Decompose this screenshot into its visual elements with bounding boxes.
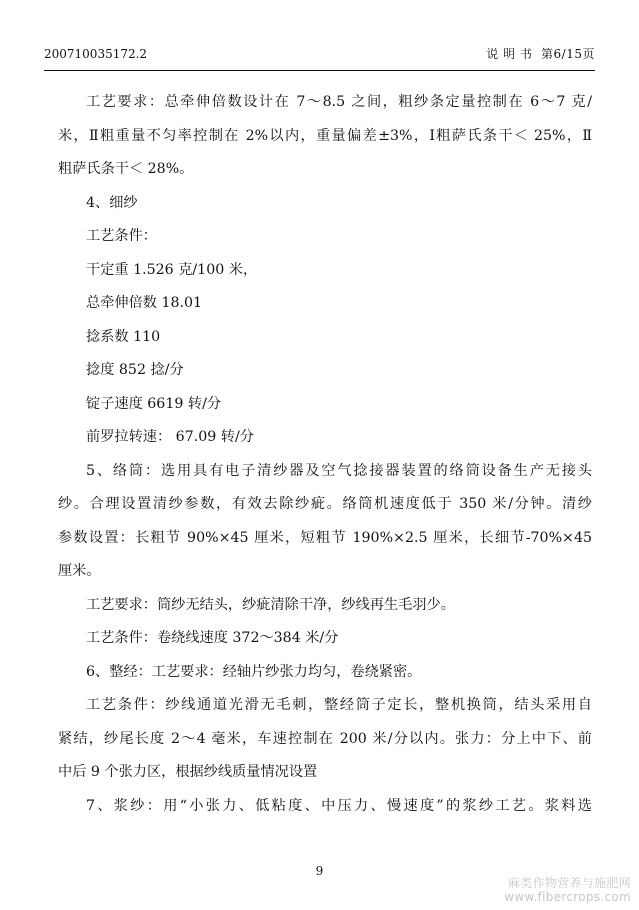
- page-indicator: 第6/15页: [541, 47, 595, 61]
- page-header: [44, 44, 595, 64]
- watermark-site-name: 麻类作物营养与施肥网: [507, 876, 631, 890]
- text-line: 紧结，纱尾长度 2～4 毫米，车速控制在 200 米/分以内。张力：分上中下、前: [58, 730, 592, 747]
- text-line: 工艺条件：: [86, 228, 157, 244]
- text-line: 纱。合理设置清纱参数，有效去除纱疵。络筒机速度低于 350 米/分钟。清纱: [58, 496, 592, 512]
- text-line: 中后 9 个张力区，根据纱线质量情况设置: [58, 764, 318, 780]
- text-line: 捻度 852 捻/分: [86, 362, 184, 378]
- text-line: 厘米。: [58, 563, 101, 579]
- text-line: 粗萨氏条干＜ 28%。: [58, 161, 194, 177]
- text-line: 工艺条件：纱线通道光滑无毛刺，整经筒子定长，整机换筒，结头采用自: [86, 697, 592, 713]
- section-heading: 4、细纱: [86, 194, 138, 211]
- text-line: 总牵伸倍数 18.01: [86, 295, 203, 311]
- text-line: 捻系数 110: [86, 328, 161, 345]
- section-heading: 6、整经：工艺要求：经轴片纱张力均匀，卷绕紧密。: [86, 663, 422, 680]
- text-line: 干定重 1.526 克/100 米，: [86, 261, 258, 278]
- site-watermark: [504, 876, 631, 904]
- text-line: 工艺条件：卷绕线速度 372～384 米/分: [86, 630, 339, 646]
- header-title-page: [486, 44, 595, 64]
- text-line: 参数设置：长粗节 90%×45 厘米，短粗节 190%×2.5 厘米，长细节-70%×45: [58, 529, 592, 546]
- patent-number: 200710035172.2: [44, 47, 148, 61]
- text-line: 5、络筒：选用具有电子清纱器及空气捻接器装置的络筒设备生产无接头: [86, 462, 592, 479]
- watermark-url: www.fibercrops.com: [504, 890, 631, 904]
- header-divider: [44, 70, 595, 71]
- text-line: 前罗拉转速： 67.09 转/分: [86, 429, 254, 445]
- text-line: 锭子速度 6619 转/分: [86, 395, 222, 412]
- text-line: 工艺要求：总牵伸倍数设计在 7～8.5 之间，粗纱条定量控制在 6～7 克/: [86, 94, 592, 110]
- text-line: 工艺要求：筒纱无结头，纱疵清除干净，纱线再生毛羽少。: [86, 596, 455, 613]
- document-type: 说 明 书: [486, 47, 533, 61]
- document-body: [58, 86, 592, 823]
- page-number: 9: [315, 864, 324, 878]
- section-heading: 7、浆纱：用“小张力、低粘度、中压力、慢速度”的浆纱工艺。浆料选: [86, 797, 592, 814]
- text-line: 米，Ⅱ粗重量不匀率控制在 2%以内，重量偏差±3%，Ⅰ粗萨氏条干＜ 25%，Ⅱ: [58, 127, 592, 144]
